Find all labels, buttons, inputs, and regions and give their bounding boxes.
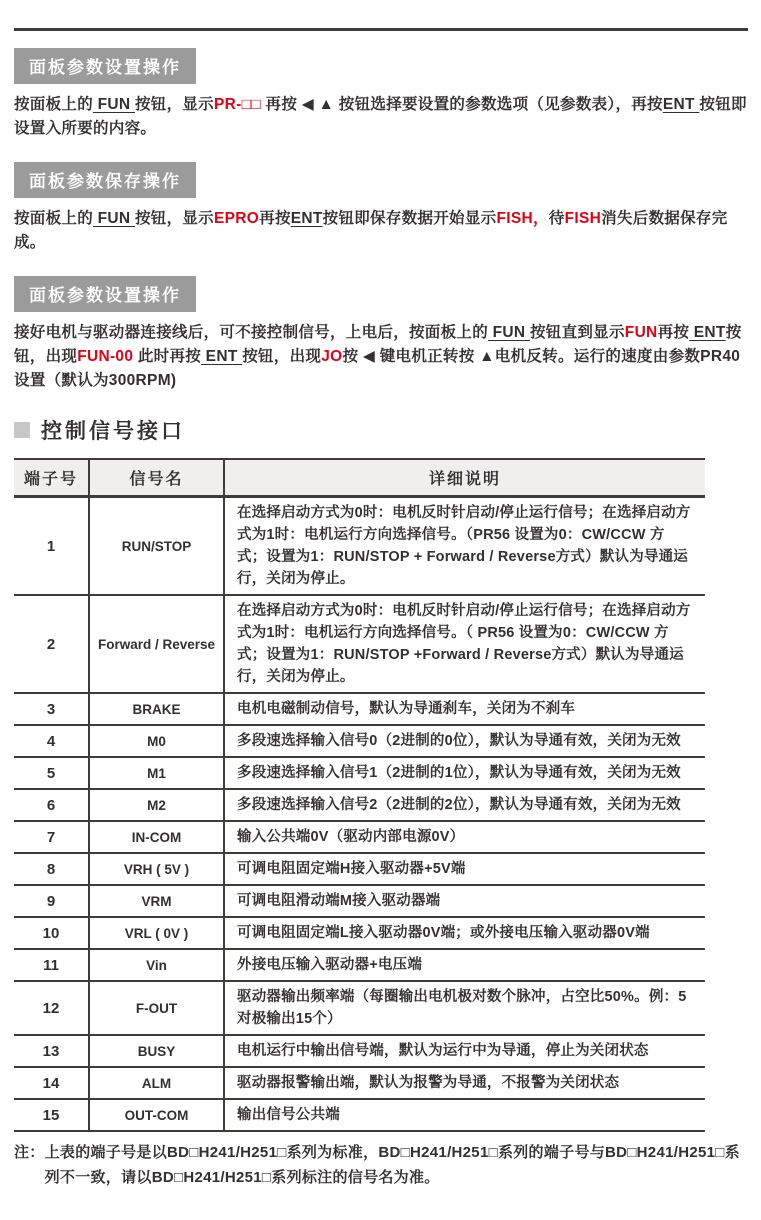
terminal-number-cell: 9: [14, 885, 89, 917]
signal-description-cell: 可调电阻固定端L接入驱动器0V端；或外接电压输入驱动器0V端: [237, 925, 650, 941]
signal-description-cell: 可调电阻固定端H接入驱动器+5V端: [237, 861, 466, 877]
table-body: [14, 497, 705, 1132]
heading-text: 控制信号接口: [41, 420, 185, 443]
terminal-number-cell: 14: [14, 1067, 89, 1099]
signal-name-cell: VRL ( 0V ): [89, 917, 224, 949]
signal-description-cell: 电机运行中输出信号端，默认为运行中为导通，停止为关闭状态: [237, 1043, 649, 1059]
table-row: [14, 1067, 705, 1099]
table-row: [14, 789, 705, 821]
terminal-number-cell: 6: [14, 789, 89, 821]
paragraph-text: 按钮，出现: [14, 324, 742, 365]
underlined-button-name: ENT: [201, 348, 243, 365]
table-row: [14, 757, 705, 789]
section-panel-param-save: [14, 145, 748, 255]
paragraph-text: 待: [548, 210, 565, 227]
terminal-number-cell: 11: [14, 949, 89, 981]
section-trial-run: [14, 259, 748, 393]
signal-name-cell: IN-COM: [89, 821, 224, 853]
paragraph-text: 按面板上的: [14, 210, 94, 227]
table-row: [14, 821, 705, 853]
section-badge: 面板参数设置操作: [14, 48, 196, 84]
terminal-number-cell: 8: [14, 853, 89, 885]
signal-name-cell: ALM: [89, 1067, 224, 1099]
paragraph-text: 消失后数据保存完成。: [14, 210, 728, 251]
table-row: [14, 693, 705, 725]
signal-description-cell: 多段速选择输入信号0（2进制的0位），默认为导通有效，关闭为无效: [237, 733, 681, 749]
signal-name-cell: F-OUT: [89, 981, 224, 1035]
highlighted-display-code: FISH: [564, 210, 602, 227]
terminal-number-cell: 1: [14, 497, 89, 596]
terminal-number-cell: 2: [14, 595, 89, 693]
terminal-number-cell: 4: [14, 725, 89, 757]
footnote-text: 上表的端子号是以BD□H241/H251□系列为标准，BD□H241/H251□系列的端子号与BD□H241/H251□系列不一致，请以BD□H241/H251□系列标注的信号名为准。: [44, 1144, 740, 1186]
table-row: [14, 497, 705, 596]
signal-description-cell: 可调电阻滑动端M接入驱动器端: [237, 893, 441, 909]
signal-name-cell: VRH ( 5V ): [89, 853, 224, 885]
section-badge: 面板参数保存操作: [14, 162, 196, 198]
underlined-button-name: ENT: [689, 324, 726, 341]
table-row: [14, 949, 705, 981]
terminal-number-cell: 5: [14, 757, 89, 789]
terminal-number-cell: 13: [14, 1035, 89, 1067]
paragraph-text: 按钮直到显示: [529, 324, 625, 341]
paragraph-text: 按面板上的: [14, 96, 94, 113]
signal-description-cell: 驱动器输出频率端（每圈输出电机极对数个脉冲，占空比50%。例：5对极输出15个）: [237, 989, 687, 1027]
signal-name-cell: BRAKE: [89, 693, 224, 725]
signal-name-cell: OUT-COM: [89, 1099, 224, 1131]
paragraph-text: 再按: [259, 210, 291, 227]
terminal-number-cell: 7: [14, 821, 89, 853]
section-paragraph: [14, 93, 748, 141]
signal-description-cell: 输入公共端0V（驱动内部电源0V）: [237, 829, 465, 845]
highlighted-display-code: FUN: [624, 324, 658, 341]
table-row: [14, 1035, 705, 1067]
signal-description-cell: 电机电磁制动信号，默认为导通刹车，关闭为不刹车: [237, 701, 576, 717]
control-signal-heading: [14, 415, 748, 445]
highlighted-display-code: FISH，: [496, 210, 549, 227]
paragraph-text: 按 ◀ 键电机正转按 ▲电机反转。运行的速度由参数PR40设置（默认为300RPM): [14, 348, 741, 389]
table-row: [14, 595, 705, 693]
table-header-row: [14, 459, 705, 497]
paragraph-text: 按钮，显示: [134, 96, 214, 113]
square-bullet-icon: [14, 422, 30, 438]
highlighted-display-code: EPRO: [214, 210, 260, 227]
signal-description-cell: 多段速选择输入信号1（2进制的1位），默认为导通有效，关闭为无效: [237, 765, 681, 781]
paragraph-text: 再按 ◀ ▲ 按钮选择要设置的参数选项（见参数表），再按: [260, 96, 663, 113]
terminal-number-cell: 12: [14, 981, 89, 1035]
signal-name-cell: M2: [89, 789, 224, 821]
terminal-number-cell: 3: [14, 693, 89, 725]
paragraph-text: 按钮，出现: [242, 348, 322, 365]
paragraph-text: 按钮，显示: [134, 210, 214, 227]
signal-description-cell: 在选择启动方式为0时：电机反时针启动/停止运行信号；在选择启动方式为1时：电机运行方向选择信号。（PR56 设置为0：CW/CCW 方式；设置为1：RUN/STOP + Forward / Reverse方式）默认为导通运行，关闭为停止。: [237, 505, 691, 587]
underlined-button-name: ENT: [662, 96, 700, 113]
table-row: [14, 981, 705, 1035]
paragraph-text: 按钮即保存数据开始显示: [322, 210, 497, 227]
signal-name-cell: BUSY: [89, 1035, 224, 1067]
signal-name-cell: Vin: [89, 949, 224, 981]
footnote: [14, 1140, 748, 1190]
highlighted-display-code: FUN-00: [77, 348, 134, 365]
terminal-number-cell: 10: [14, 917, 89, 949]
document-page: [0, 28, 761, 1220]
signal-name-cell: M0: [89, 725, 224, 757]
table-row: [14, 885, 705, 917]
section-paragraph: [14, 321, 748, 393]
underlined-button-name: FUN: [93, 210, 135, 227]
highlighted-display-code: PR-□□: [214, 96, 261, 113]
paragraph-text: 此时再按: [133, 348, 202, 365]
header-signal-name: 信号名: [89, 459, 224, 497]
signal-name-cell: Forward / Reverse: [89, 595, 224, 693]
underlined-button-name: FUN: [93, 96, 135, 113]
section-badge: 面板参数设置操作: [14, 276, 196, 312]
table-row: [14, 1099, 705, 1131]
section-panel-param-setting: [14, 31, 748, 141]
control-signal-table: [14, 458, 705, 1132]
signal-description-cell: 驱动器报警输出端，默认为报警为导通，不报警为关闭状态: [237, 1075, 620, 1091]
paragraph-text: 再按: [657, 324, 690, 341]
signal-description-cell: 多段速选择输入信号2（2进制的2位），默认为导通有效，关闭为无效: [237, 797, 681, 813]
table-row: [14, 917, 705, 949]
highlighted-display-code: JO: [321, 348, 343, 365]
underlined-button-name: FUN: [488, 324, 530, 341]
signal-name-cell: RUN/STOP: [89, 497, 224, 596]
signal-description-cell: 外接电压输入驱动器+电压端: [237, 957, 423, 973]
table-row: [14, 725, 705, 757]
table-row: [14, 853, 705, 885]
paragraph-text: 接好电机与驱动器连接线后，可不接控制信号，上电后，按面板上的: [14, 324, 489, 341]
underlined-button-name: ENT: [290, 210, 323, 227]
section-paragraph: [14, 207, 748, 255]
signal-name-cell: M1: [89, 757, 224, 789]
signal-description-cell: 在选择启动方式为0时：电机反时针启动/停止运行信号；在选择启动方式为1时：电机运行方向选择信号。（ PR56 设置为0：CW/CCW 方式；设置为1：RUN/STOP +Forward / Reverse方式）默认为导通运行，关闭为停止。: [237, 603, 691, 685]
paragraph-text: 按钮即设置入所要的内容。: [14, 96, 747, 137]
signal-name-cell: VRM: [89, 885, 224, 917]
header-description: 详细说明: [428, 471, 501, 488]
terminal-number-cell: 15: [14, 1099, 89, 1131]
signal-description-cell: 输出信号公共端: [237, 1107, 340, 1123]
footnote-label: 注：: [14, 1144, 45, 1161]
header-terminal-number: 端子号: [14, 459, 89, 497]
